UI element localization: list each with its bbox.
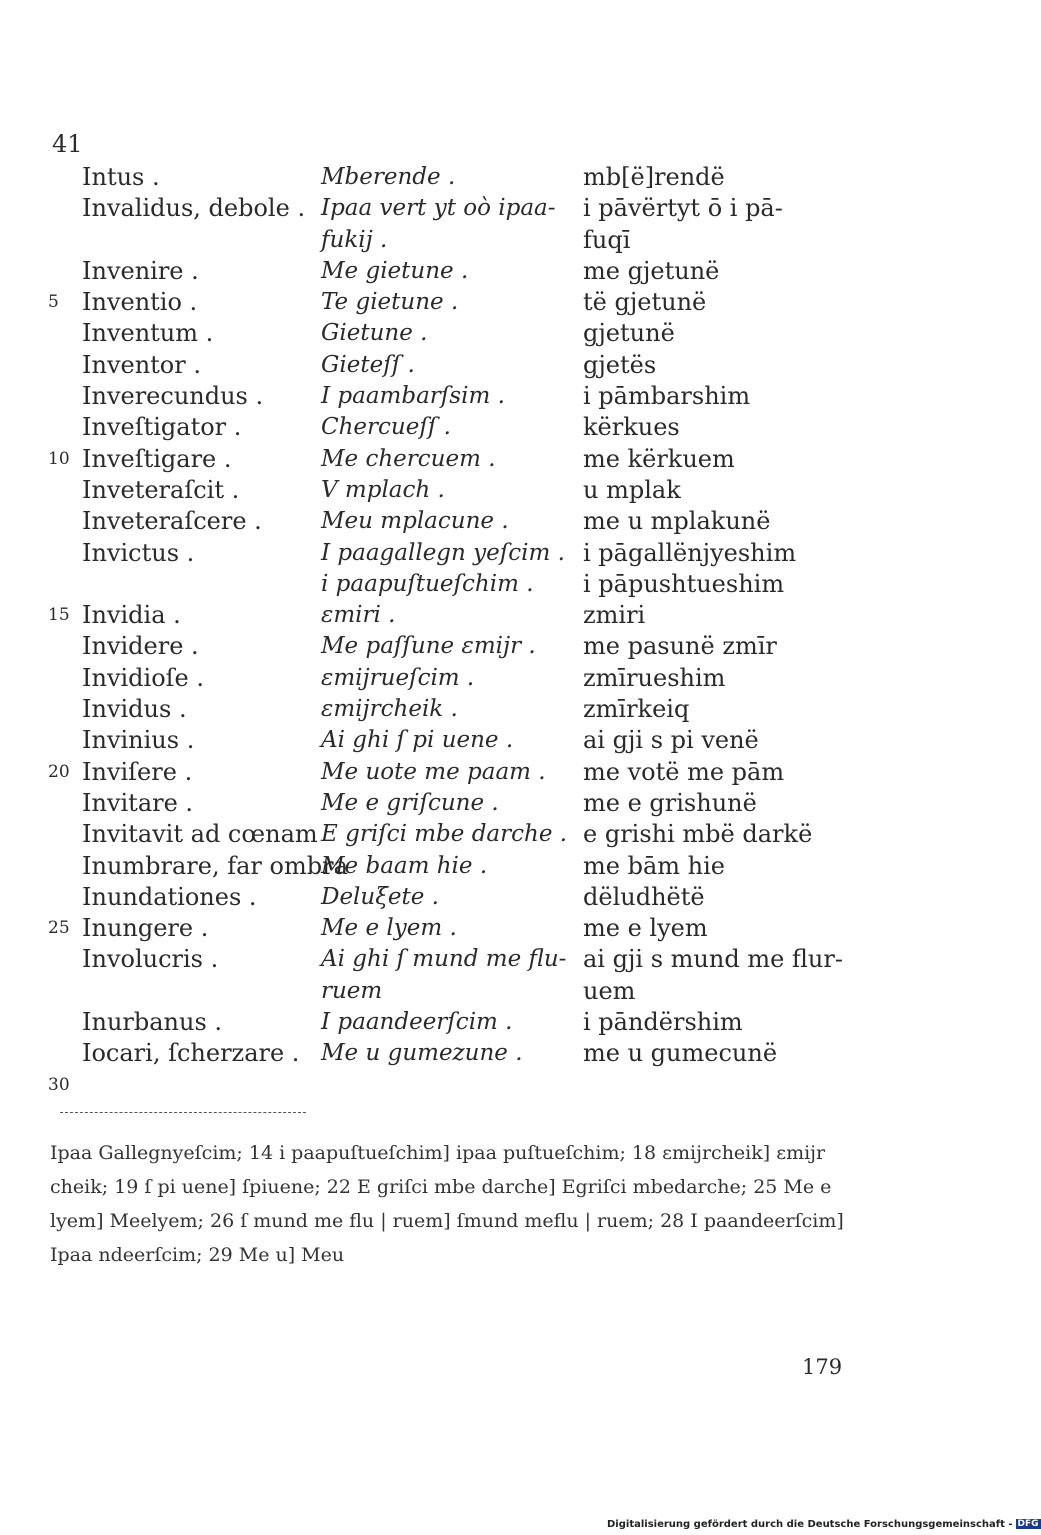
latin-term: Inundationes . <box>82 882 257 911</box>
original-albanian: ɛmijrueſcim . <box>321 664 475 691</box>
entry-row <box>0 851 1000 882</box>
entry-row <box>0 444 1000 475</box>
transcription: i pāmbarshim <box>583 382 751 411</box>
latin-term: Invitare . <box>82 788 194 817</box>
entry-row <box>0 1007 1000 1038</box>
transcription: ai gji s mund me flur- <box>583 945 843 974</box>
original-albanian: Me e lyem . <box>321 915 457 942</box>
latin-term: Invidioſe . <box>82 663 205 692</box>
page-footer-number: 179 <box>802 1355 843 1379</box>
original-albanian: Me chercuem . <box>321 445 496 472</box>
latin-term: Inurbanus . <box>82 1008 223 1037</box>
original-albanian: I paagallegn yeſcim . <box>321 539 565 566</box>
entry-row <box>0 506 1000 537</box>
original-albanian: I paambarſsim . <box>321 383 505 410</box>
original-albanian: Me u gumezune . <box>321 1040 523 1067</box>
transcription: i pāvërtyt ō i pā- <box>583 194 783 223</box>
entry-row <box>0 631 1000 662</box>
entry-row <box>0 225 1000 256</box>
original-albanian: Te gietune . <box>321 289 459 316</box>
footnotes: Ipaa Gallegnyeſcim; 14 i paapuſtueſchim] ipaa puſtueſchim; 18 ɛmijrcheik] ɛmijr cheik; 19 ſ pi uene] ſpiuene; 22 E griſci mbe darche] Egriſci mbedarche; 25 Me e lyem] Meelyem; 26 ſ mund me flu | ruem] ſmund meflu | ruem; 28 I paandeerſcim] Ipaa ndeerſcim; 29 Me u] Meu <box>50 1142 844 1266</box>
entry-row <box>0 757 1000 788</box>
credit-text: Digitalisierung gefördert durch die Deutsche Forschungsgemeinschaft - <box>607 1519 1013 1530</box>
page-header-number: 41 <box>52 130 83 158</box>
latin-term: Invinius . <box>82 726 195 755</box>
line-number: 30 <box>48 1074 70 1095</box>
transcription: me bām hie <box>583 851 725 880</box>
original-albanian: ɛmijrcheik . <box>321 696 458 723</box>
transcription: me u gumecunë <box>583 1039 778 1068</box>
latin-term: Involucris . <box>82 945 219 974</box>
entry-row <box>0 193 1000 224</box>
original-albanian: Me e griſcune . <box>321 789 499 816</box>
transcription: me e grishunë <box>583 788 757 817</box>
transcription: gjetës <box>583 350 657 379</box>
original-albanian: I paandeerſcim . <box>321 1009 513 1036</box>
glossary-entries <box>0 162 1000 1101</box>
transcription: mb[ë]rendë <box>583 163 725 191</box>
entry-row <box>0 882 1000 913</box>
latin-term: Inviſere . <box>82 757 193 786</box>
latin-term: Inveſtigare . <box>82 444 232 473</box>
original-albanian: Me paſſune ɛmijr . <box>321 633 536 660</box>
original-albanian: ɛmiri . <box>321 602 396 629</box>
entry-row <box>0 538 1000 569</box>
latin-term: Inventum . <box>82 319 214 348</box>
latin-term: Inumbrare, far ombra <box>82 851 348 880</box>
transcription: uem <box>583 976 636 1005</box>
transcription: të gjetunë <box>583 288 707 317</box>
latin-term: Inverecundus . <box>82 382 264 411</box>
entry-row <box>0 600 1000 631</box>
entry-row <box>0 1038 1000 1069</box>
latin-term: Inveſtigator . <box>82 413 242 442</box>
latin-term: Invenire . <box>82 256 199 285</box>
entry-row <box>0 976 1000 1007</box>
original-albanian: E griſci mbe darche . <box>321 821 568 848</box>
original-albanian: Gietune . <box>321 320 428 347</box>
latin-term: Invidus . <box>82 695 187 724</box>
transcription: me gjetunë <box>583 256 720 285</box>
line-number: 10 <box>48 448 70 469</box>
latin-term: Invictus . <box>82 538 195 567</box>
original-albanian: Chercueſſ . <box>321 414 451 441</box>
original-albanian: Deluξete . <box>321 883 439 910</box>
entry-row <box>0 350 1000 381</box>
entry-row <box>0 819 1000 850</box>
entry-row <box>0 694 1000 725</box>
transcription: me u mplakunë <box>583 507 771 536</box>
original-albanian: ruem <box>321 977 383 1004</box>
original-albanian: V mplach . <box>321 476 445 503</box>
original-albanian: fukij . <box>321 226 388 253</box>
entry-row <box>0 663 1000 694</box>
line-number: 15 <box>48 605 70 626</box>
latin-term: Invalidus, debole . <box>82 194 306 223</box>
latin-term: Inveteraſcit . <box>82 475 240 504</box>
transcription: zmiri <box>583 601 646 630</box>
transcription: i pāgallënjyeshim <box>583 538 797 567</box>
funding-credit <box>607 1519 1041 1530</box>
entry-row <box>0 569 1000 600</box>
entry-row <box>0 944 1000 975</box>
transcription: i pāpushtueshim <box>583 569 785 598</box>
entry-row <box>0 725 1000 756</box>
latin-term: Intus . <box>82 163 160 191</box>
entry-row <box>0 1070 1000 1101</box>
transcription: kërkues <box>583 413 680 442</box>
transcription: u mplak <box>583 475 681 504</box>
latin-term: Invitavit ad cœnam <box>82 820 318 849</box>
transcription: zmīrkeiq <box>583 695 690 724</box>
entry-row <box>0 287 1000 318</box>
footnote-separator <box>60 1112 306 1113</box>
latin-term: Invidia . <box>82 601 181 630</box>
original-albanian: Ai ghi ſ mund me flu- <box>321 946 567 973</box>
original-albanian: Ai ghi ſ pi uene . <box>321 727 514 754</box>
entry-row <box>0 913 1000 944</box>
line-number: 20 <box>48 761 70 782</box>
latin-term: Iocari, ſcherzare . <box>82 1039 300 1068</box>
latin-term: Inungere . <box>82 914 209 943</box>
latin-term: Inventor . <box>82 350 201 379</box>
entry-row <box>0 162 1000 193</box>
entry-row <box>0 318 1000 349</box>
entry-row <box>0 788 1000 819</box>
original-albanian: Me gietune . <box>321 257 469 284</box>
line-number: 25 <box>48 918 70 939</box>
original-albanian: Mberende . <box>321 164 456 190</box>
transcription: e grishi mbë darkë <box>583 820 813 849</box>
transcription: fuqī <box>583 225 631 254</box>
transcription: ai gji s pi venë <box>583 726 759 755</box>
transcription: me votë me pām <box>583 757 785 786</box>
line-number: 5 <box>48 292 59 313</box>
transcription: zmīrueshim <box>583 663 726 692</box>
dfg-logo: DFG <box>1017 1519 1039 1529</box>
transcription: dëludhëtë <box>583 882 705 911</box>
original-albanian: Me uote me paam . <box>321 758 546 785</box>
entry-row <box>0 256 1000 287</box>
transcription: i pāndërshim <box>583 1008 743 1037</box>
latin-term: Inveteraſcere . <box>82 507 262 536</box>
original-albanian: Me baam hie . <box>321 852 488 879</box>
transcription: me pasunë zmīr <box>583 632 777 661</box>
transcription: gjetunë <box>583 319 675 348</box>
latin-term: Inventio . <box>82 288 198 317</box>
original-albanian: Gieteſſ . <box>321 351 415 378</box>
original-albanian: Ipaa vert yt oò ipaa- <box>321 195 556 222</box>
original-albanian: i paapuſtueſchim . <box>321 570 534 597</box>
transcription: me e lyem <box>583 914 708 943</box>
entry-row <box>0 475 1000 506</box>
entry-row <box>0 412 1000 443</box>
latin-term: Invidere . <box>82 632 199 661</box>
transcription: me kërkuem <box>583 444 735 473</box>
entry-row <box>0 381 1000 412</box>
original-albanian: Meu mplacune . <box>321 508 509 535</box>
